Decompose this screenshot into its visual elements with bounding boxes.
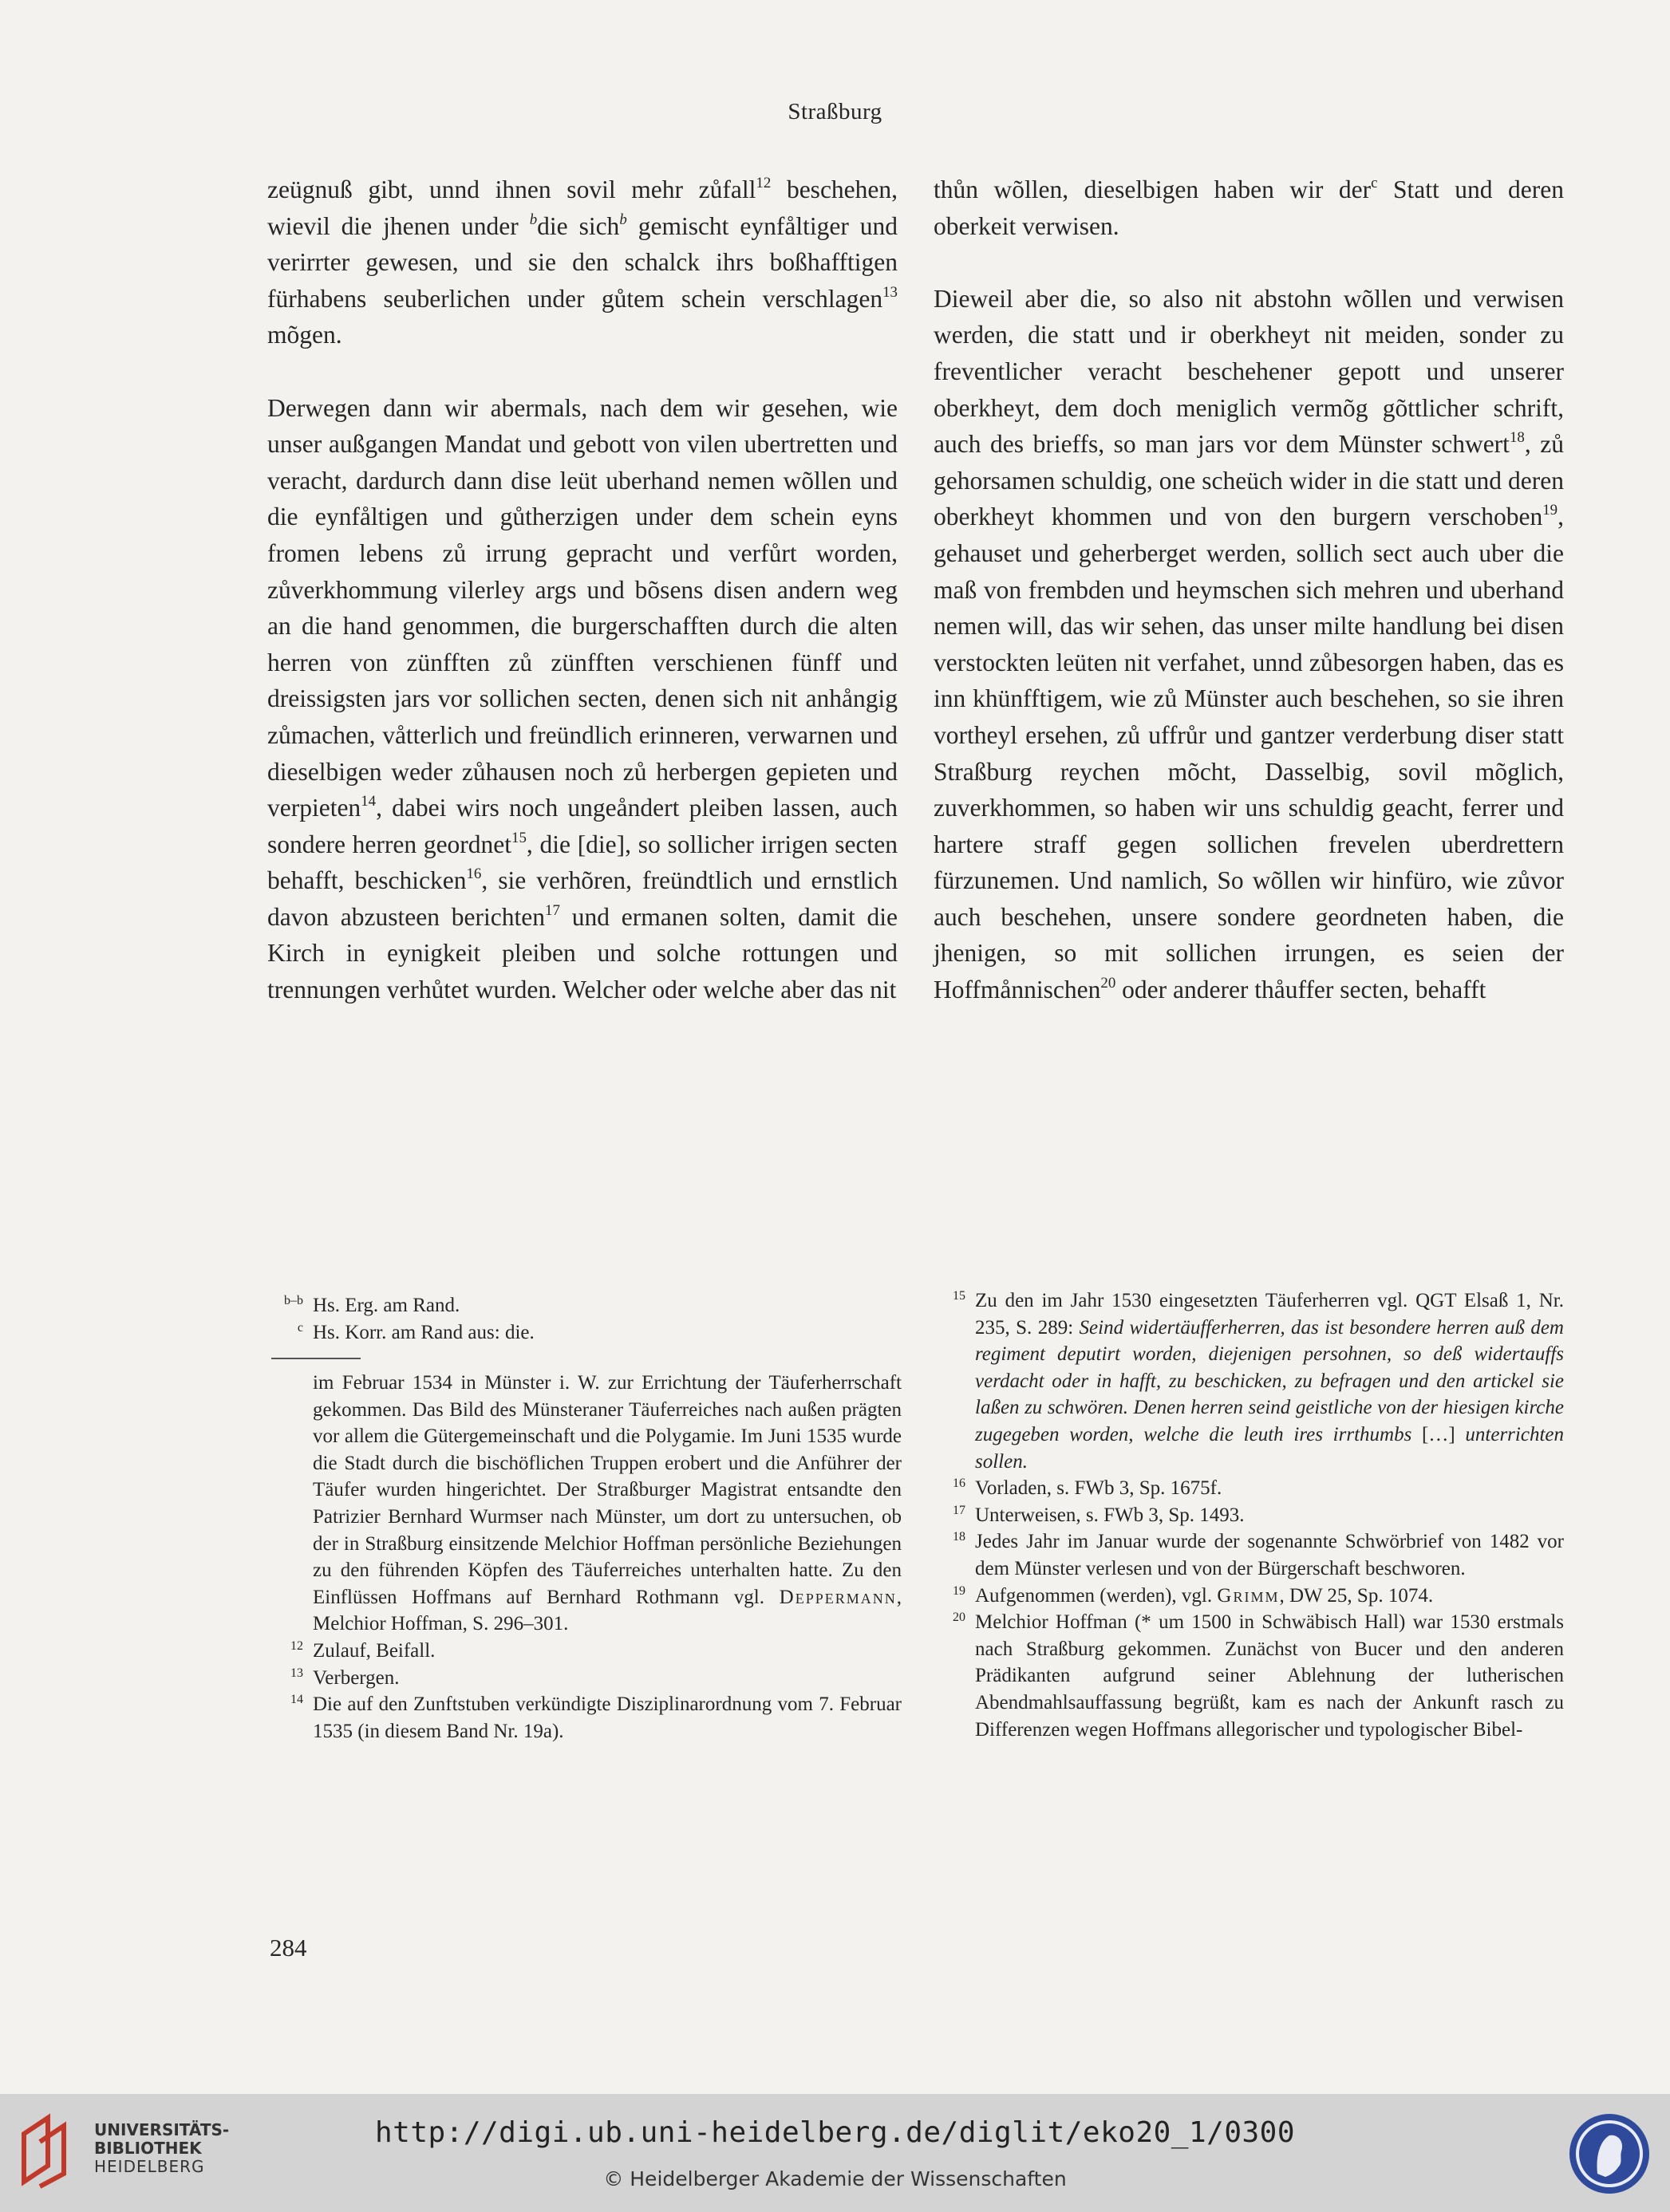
footnote: 12 Zulauf, Beifall. [290,1638,436,1662]
footnote: 14 Die auf den Zunftstuben verkündigte Disziplinarordnung vom 7. Februar 1535 (in diesem Band Nr. 19a). [290,1693,902,1742]
paragraph: Dieweil aber die, so also nit abstohn wõllen und verwisen werden, die statt und ir oberkheyt nit meiden, sonder zu freventlicher veracht beschehener gepott und unserer oberkheyt, dem doch meniglich vermõg gõttlicher schrift, auch des brieffs, so man jars vor dem Münster schwert$^{18}$, zů gehorsamen schuldig, one scheüch wider in die statt und deren oberkheyt khommen und von den burgern verschoben$^{19}$, gehauset und geherberget werden, sollich sect auch uber die maß von frembden und heymschen sich mehren und uberhand nemen will, das wir sehen, das unser milte handlung bei disen verstockten leüten nit verfahet, unnd zůbesorgen haben, das es inn khünfftigem, wie zů Münster auch beschehen, so sie ihren vortheyl ersehen, zů uffrůr und gantzer verderbung diser statt Straßburg reychen mõcht, Dasselbig, sovil mõglich, zuverkhommen, so haben wir uns schuldig geacht, ferrer und hartere straff gegen sollichen frevelen uberdrettern fürzunemen. Und namlich, So wõllen wir hinfüro, wie zůvor auch beschehen, unsere sondere geordneten haben, die jhenigen, so mit sollichen irrungen, es seien der Hoffmånnischen$^{20}$ oder anderer thåuffer secten, behafft [934,284,1564,1004]
permalink-url[interactable]: http://digi.ub.uni-heidelberg.de/diglit/eko20_1/0300 [374,2116,1296,2149]
footnotes-left [271,1370,902,1745]
footnote-divider [271,1358,361,1359]
library-name: UNIVERSITÄTS- BIBLIOTHEK HEIDELBERG [94,2120,230,2176]
footnote: 13 Verbergen. [290,1666,400,1689]
paragraph: thůn wõllen, dieselbigen haben wir der$^c$ Statt und deren oberkeit verwisen. [934,174,1564,240]
main-text-left-column [267,172,898,1008]
copyright-notice: © Heidelberger Akademie der Wissenschaften [603,2167,1067,2190]
main-text-right-column [934,172,1564,1008]
running-head: Straßburg [788,99,882,124]
footnote: 19 Aufgenommen (werden), vgl. Grimm, DW 25, Sp. 1074. [953,1583,1434,1607]
paragraph: zeügnuß gibt, unnd ihnen sovil mehr zůfall$^{12}$ beschehen, wievil die jhenen under $^b$die sich$^b$ gemischt eynfåltiger und verirrter gewesen, und sie den schalck ihrs boßhafftigen fürhabens seuberlichen under gůtem schein verschlagen$^{13}$ mõgen. [267,174,898,349]
footnote: 18 Jedes Jahr im Januar wurde der sogenannte Schwörbrief von 1482 vor dem Münster verlesen und von der Bürgerschaft beschworen. [953,1530,1564,1579]
textual-notes [271,1292,902,1346]
footnote: 20 Melchior Hoffman (* um 1500 in Schwäbisch Hall) war 1530 erstmals nach Straßburg gekommen. Zunächst von Bucer und den anderen Prädikanten aufgrund seiner Ablehnung der lutherischen Abendmahlsauffassung begrüßt, kam es nach der Ankunft rasch zu Differenzen wegen Hoffmans allegorischer und typologischer Bibel- [953,1611,1564,1741]
textual-note: c Hs. Korr. am Rand aus: die. [297,1320,535,1343]
academy-seal-icon [1565,2110,1653,2198]
footnote: 17 Unterweisen, s. FWb 3, Sp. 1493. [953,1503,1245,1526]
footnotes-right [934,1287,1564,1743]
paragraph: Derwegen dann wir abermals, nach dem wir gesehen, wie unser außgangen Mandat und gebott von vilen ubertretten und veracht, dardurch dann dise leüt uberhand nemen wõllen und die eynfåltigen und gůtherzigen under dem schein eyns fromen lebens zů irrung gepracht und verfůrt worden, zůverkhommung vilerley args und bõsens disen andern weg an die hand genommen, die burgerschafften durch die alten herren von zünfften zů zünfften verschienen fünff und dreissigsten jars vor sollichen secten, denen sich nit anhångig zůmachen, våtterlich und freündlich erinneren, verwarnen und dieselbigen weder zůhausen noch zů herbergen gepieten und verpieten$^{14}$, dabei wirs noch ungeåndert pleiben lassen, auch sondere herren geordnet$^{15}$, die [die], so sollicher irrigen secten behafft, beschicken$^{16}$, sie verhõren, freündtlich und ernstlich davon abzusteen berichten$^{17}$ und ermanen solten, damit die Kirch in eynigkeit pleiben und solche rottungen und trennungen verhůtet wurden. Welcher oder welche aber das nit [267,393,898,1004]
digitization-footer [0,2094,1670,2212]
footnote: 15 Zu den im Jahr 1530 eingesetzten Täuferherren vgl. QGT Elsaß 1, Nr. 235, S. 289: Seind widertäufferherren, das ist besondere herren auß dem regiment deputirt worden, diejenigen persohnen, so deß widertauffs verdacht oder in hafft, zu beschicken, zu befragen und den artickel sie laßen zu schwören. Denen herren seind geistliche von der hiesigen kirche zugegeben worden, welche die leuth ires irrthumbs […] unterrichten sollen. [953,1289,1564,1473]
page-number: 284 [270,1934,307,1962]
textual-note: b–b Hs. Erg. am Rand. [284,1294,460,1316]
footnote: 16 Vorladen, s. FWb 3, Sp. 1675f. [953,1477,1222,1500]
footnote-continued: im Februar 1534 in Münster i. W. zur Errichtung der Täuferherrschaft gekommen. Das Bild des Münsteraner Täuferreiches nach außen prägten vor allem die Gütergemeinschaft und die Polygamie. Im Juni 1535 wurde die Stadt durch die bischöflichen Truppen erobert und die Anführer der Täufer wurden hingerichtet. Der Straßburger Magistrat entsandte den Patrizier Bernhard Wurmser nach Münster, um dort zu untersuchen, ob der in Straßburg einsitzende Melchior Hoffman persönliche Beziehungen zu den führenden Köpfen des Täuferreiches unterhalten hatte. Zu den Einflüssen Hoffmans auf Bernhard Rothmann vgl. Deppermann, Melchior Hoffman, S. 296–301. [313,1372,902,1635]
